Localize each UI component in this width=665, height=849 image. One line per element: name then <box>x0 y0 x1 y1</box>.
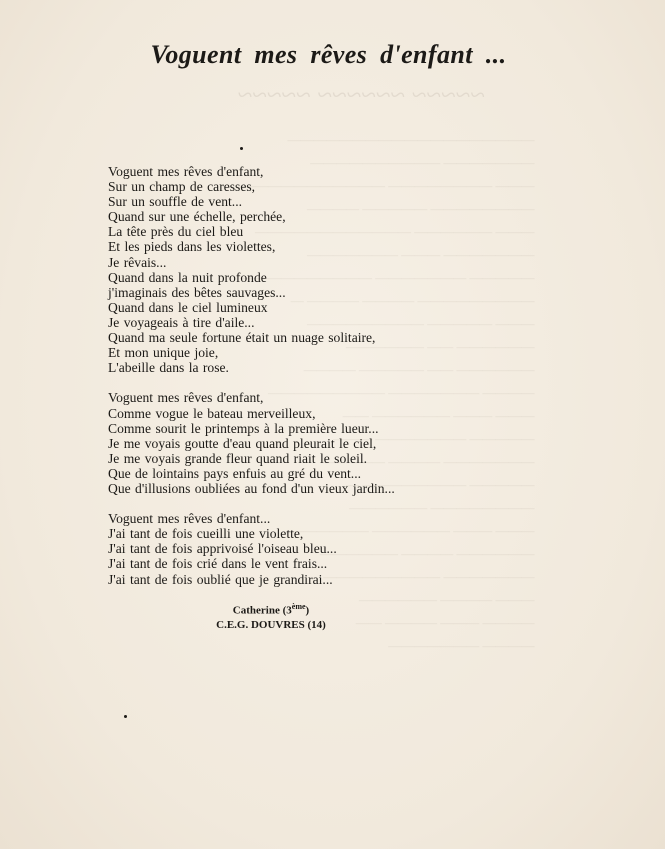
verse-line: j'imaginais des bêtes sauvages... <box>108 284 286 300</box>
ink-speck <box>240 147 243 150</box>
verse-line: Voguent mes rêves d'enfant... <box>108 511 271 527</box>
verse-line: Quand dans le ciel lumineux <box>108 299 268 315</box>
bleed-through-title: ~~~~~ ~~~~~~ ~~~~~ <box>238 80 486 110</box>
signature <box>196 600 346 632</box>
author-grade: 3 <box>286 604 292 617</box>
verse-line: Je voyageais à tire d'aile... <box>108 314 255 330</box>
author-line: Catherine (3ème) <box>232 602 310 617</box>
poem-title: Voguent mes rêves d'enfant ... <box>150 40 507 69</box>
verse-line: Que d'illusions oubliées au fond d'un vieux jardin... <box>108 480 395 496</box>
verse-line: Que de lointains pays enfuis au gré du vent... <box>108 465 362 481</box>
verse-line: Comme sourit le printemps à la première lueur... <box>108 420 379 436</box>
ink-speck <box>124 715 127 718</box>
author-name: Catherine <box>232 604 280 617</box>
bleed-through-text: ——————————————————— ——————— —————————— ——— ———————— ——————————— ———————— ————— ———— ——— —————— ———————————— ——————— ——— ——————— ————— ——————— —————————— ————————— ———— ———— — ——— ————— ————————— —————— —— —————— —————— —— ————— ———— ———— ——————— ————————— ——— ——— —————— —— ————— ——————— ——— ——————— ———— ————— ————— ———————— — ———————— —————— ——— ——— —————— —————— —————— ———— —————— ——————— ————————— ——— ———— —————— ———— ——— ———— —— ———— ——————— <box>242 132 535 653</box>
author-grade-suffix: ème <box>291 602 306 611</box>
verse-line: Quand ma seule fortune était un nuage solitaire, <box>108 330 376 346</box>
school-name: C.E.G. DOUVRES (14) <box>216 618 326 631</box>
poem-body <box>108 164 453 602</box>
verse-line: Quand sur une échelle, perchée, <box>108 209 286 225</box>
verse-line: L'abeille dans la rose. <box>108 360 229 376</box>
verse-line: Voguent mes rêves d'enfant, <box>108 390 264 406</box>
verse-line: Je me voyais grande fleur quand riait le soleil. <box>108 450 368 466</box>
verse-line: Et mon unique joie, <box>108 345 219 361</box>
verse-line: Et les pieds dans les violettes, <box>108 239 276 255</box>
stanza-1 <box>108 164 453 375</box>
verse-line: J'ai tant de fois oublié que je grandirai... <box>108 571 333 587</box>
stanza-3 <box>108 511 453 586</box>
verse-line: Voguent mes rêves d'enfant, <box>108 164 264 179</box>
verse-line: J'ai tant de fois apprivoisé l'oiseau bleu... <box>108 541 337 557</box>
stanza-2 <box>108 390 453 496</box>
verse-line: Je me voyais goutte d'eau quand pleurait le ciel, <box>108 435 377 451</box>
verse-line: Je rêvais... <box>108 254 167 270</box>
verse-line: Quand dans la nuit profonde <box>108 269 267 285</box>
verse-line: La tête près du ciel bleu <box>108 224 244 240</box>
verse-line: J'ai tant de fois cueilli une violette, <box>108 526 304 542</box>
verse-line: Sur un champ de caresses, <box>108 179 256 195</box>
verse-line: Sur un souffle de vent... <box>108 194 243 210</box>
verse-line: Comme vogue le bateau merveilleux, <box>108 405 316 421</box>
verse-line: J'ai tant de fois crié dans le vent frais... <box>108 556 328 572</box>
